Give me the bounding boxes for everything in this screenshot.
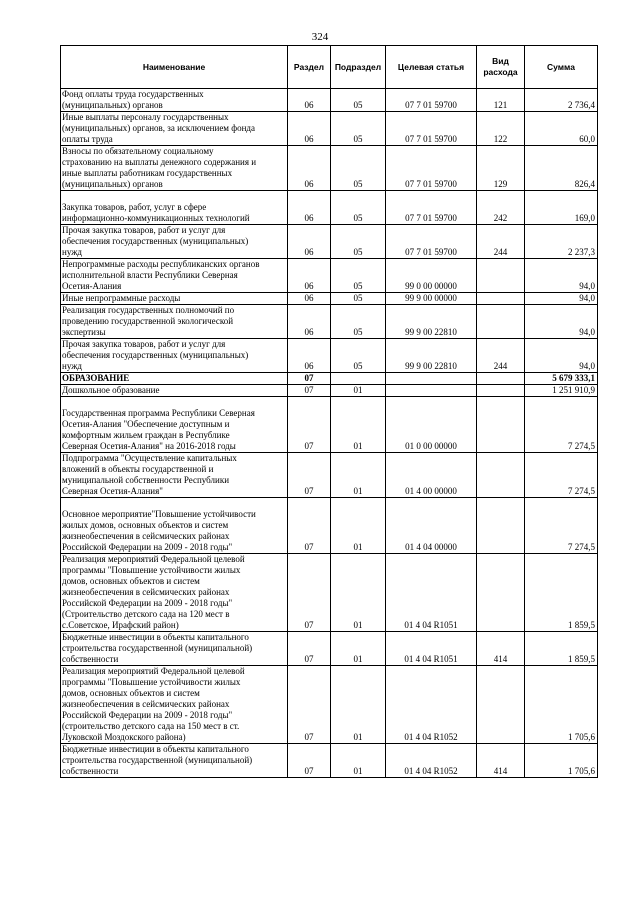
cell-vid bbox=[477, 666, 525, 744]
cell-target: 01 4 04 R1051 bbox=[386, 632, 477, 666]
cell-sum: 1 251 910,9 bbox=[525, 385, 598, 397]
cell-name: Подпрограмма "Осуществление капитальных вложений в объекты государственной и муниципальной собственности Республики Северная Осетия-Алания" bbox=[61, 453, 288, 498]
cell-vid bbox=[477, 259, 525, 293]
cell-target: 07 7 01 59700 bbox=[386, 89, 477, 112]
table-row bbox=[61, 191, 598, 225]
cell-razdel: 07 bbox=[288, 373, 331, 385]
cell-podrazdel: 01 bbox=[331, 453, 386, 498]
cell-vid bbox=[477, 373, 525, 385]
cell-sum: 7 274,5 bbox=[525, 397, 598, 453]
cell-target: 07 7 01 59700 bbox=[386, 225, 477, 259]
cell-podrazdel: 01 bbox=[331, 385, 386, 397]
cell-podrazdel: 05 bbox=[331, 305, 386, 339]
cell-razdel: 06 bbox=[288, 259, 331, 293]
cell-podrazdel: 05 bbox=[331, 225, 386, 259]
cell-name: Реализация государственных полномочий по проведению государственной экологической экспертизы bbox=[61, 305, 288, 339]
cell-podrazdel: 05 bbox=[331, 89, 386, 112]
cell-sum: 60,0 bbox=[525, 112, 598, 146]
cell-podrazdel: 01 bbox=[331, 632, 386, 666]
cell-sum: 94,0 bbox=[525, 305, 598, 339]
cell-vid: 242 bbox=[477, 191, 525, 225]
cell-vid: 414 bbox=[477, 744, 525, 778]
cell-sum: 94,0 bbox=[525, 293, 598, 305]
cell-name: Взносы по обязательному социальному страхованию на выплаты денежного содержания и иные выплаты работникам государственных (муниципальных) органов bbox=[61, 146, 288, 191]
header-sum: Сумма bbox=[525, 46, 598, 89]
cell-sum: 94,0 bbox=[525, 259, 598, 293]
table-row bbox=[61, 259, 598, 293]
cell-podrazdel bbox=[331, 373, 386, 385]
cell-podrazdel: 05 bbox=[331, 146, 386, 191]
table-header-row bbox=[61, 46, 598, 89]
cell-name: Бюджетные инвестиции в объекты капитального строительства государственной (муниципальной) собственности bbox=[61, 632, 288, 666]
cell-sum: 5 679 333,1 bbox=[525, 373, 598, 385]
cell-target: 01 4 04 00000 bbox=[386, 498, 477, 554]
cell-razdel: 06 bbox=[288, 89, 331, 112]
cell-target: 99 0 00 00000 bbox=[386, 259, 477, 293]
cell-vid: 129 bbox=[477, 146, 525, 191]
cell-vid bbox=[477, 397, 525, 453]
cell-sum: 94,0 bbox=[525, 339, 598, 373]
table-row bbox=[61, 225, 598, 259]
table-row bbox=[61, 293, 598, 305]
cell-name: Реализация мероприятий Федеральной целевой программы "Повышение устойчивости жилых домов, основных объектов и систем жизнеобеспечения в сейсмических районах Российской Федерации на 2009 - 2018 годы" (Строительство детского сада на 120 мест в с.Советское, Ирафский район) bbox=[61, 554, 288, 632]
cell-target: 07 7 01 59700 bbox=[386, 191, 477, 225]
cell-target: 01 4 04 R1052 bbox=[386, 744, 477, 778]
cell-razdel: 07 bbox=[288, 744, 331, 778]
cell-vid bbox=[477, 453, 525, 498]
table-row bbox=[61, 146, 598, 191]
cell-podrazdel: 01 bbox=[331, 744, 386, 778]
cell-podrazdel: 01 bbox=[331, 498, 386, 554]
cell-name: Непрограммные расходы республиканских органов исполнительной власти Республики Северная Осетия-Алания bbox=[61, 259, 288, 293]
cell-name: Прочая закупка товаров, работ и услуг для обеспечения государственных (муниципальных) нужд bbox=[61, 225, 288, 259]
cell-podrazdel: 01 bbox=[331, 666, 386, 744]
header-podrazdel: Подраздел bbox=[331, 46, 386, 89]
cell-sum: 826,4 bbox=[525, 146, 598, 191]
cell-name: Закупка товаров, работ, услуг в сфере информационно-коммуникационных технологий bbox=[61, 191, 288, 225]
cell-razdel: 06 bbox=[288, 191, 331, 225]
cell-sum: 1 705,6 bbox=[525, 744, 598, 778]
cell-name: Основное мероприятие"Повышение устойчивости жилых домов, основных объектов и систем жизнеобеспечения в сейсмических районах Российской Федерации на 2009 - 2018 годы" bbox=[61, 498, 288, 554]
cell-razdel: 07 bbox=[288, 498, 331, 554]
table-row bbox=[61, 632, 598, 666]
budget-table bbox=[60, 45, 598, 778]
cell-target: 01 0 00 00000 bbox=[386, 397, 477, 453]
table-row bbox=[61, 339, 598, 373]
cell-name: Дошкольное образование bbox=[61, 385, 288, 397]
cell-name: Иные непрограммные расходы bbox=[61, 293, 288, 305]
cell-razdel: 06 bbox=[288, 225, 331, 259]
cell-name: Фонд оплаты труда государственных (муниципальных) органов bbox=[61, 89, 288, 112]
table-row bbox=[61, 305, 598, 339]
cell-sum: 7 274,5 bbox=[525, 498, 598, 554]
cell-vid bbox=[477, 293, 525, 305]
cell-razdel: 07 bbox=[288, 385, 331, 397]
table-row bbox=[61, 112, 598, 146]
cell-razdel: 07 bbox=[288, 632, 331, 666]
cell-vid: 244 bbox=[477, 339, 525, 373]
cell-razdel: 06 bbox=[288, 305, 331, 339]
page-number: 324 bbox=[311, 31, 329, 43]
cell-podrazdel: 01 bbox=[331, 554, 386, 632]
cell-target: 99 9 00 00000 bbox=[386, 293, 477, 305]
cell-target: 01 4 04 R1051 bbox=[386, 554, 477, 632]
cell-razdel: 07 bbox=[288, 453, 331, 498]
cell-sum: 2 237,3 bbox=[525, 225, 598, 259]
cell-target bbox=[386, 373, 477, 385]
cell-name: Бюджетные инвестиции в объекты капитального строительства государственной (муниципальной) собственности bbox=[61, 744, 288, 778]
cell-vid: 244 bbox=[477, 225, 525, 259]
table-row bbox=[61, 666, 598, 744]
table-row bbox=[61, 373, 598, 385]
table-row bbox=[61, 554, 598, 632]
cell-sum: 1 705,6 bbox=[525, 666, 598, 744]
table-row bbox=[61, 498, 598, 554]
cell-podrazdel: 05 bbox=[331, 339, 386, 373]
cell-vid bbox=[477, 554, 525, 632]
cell-target: 99 9 00 22810 bbox=[386, 305, 477, 339]
cell-target bbox=[386, 385, 477, 397]
cell-name: Иные выплаты персоналу государственных (муниципальных) органов, за исключением фонда оплаты труда bbox=[61, 112, 288, 146]
table-row bbox=[61, 89, 598, 112]
cell-razdel: 07 bbox=[288, 554, 331, 632]
cell-razdel: 06 bbox=[288, 339, 331, 373]
cell-name: ОБРАЗОВАНИЕ bbox=[61, 373, 288, 385]
cell-sum: 7 274,5 bbox=[525, 453, 598, 498]
cell-razdel: 06 bbox=[288, 293, 331, 305]
cell-sum: 1 859,5 bbox=[525, 554, 598, 632]
cell-name: Государственная программа Республики Северная Осетия-Алания "Обеспечение доступным и комфортным жильем граждан в Республике Северная Осетия-Алания" на 2016-2018 годы bbox=[61, 397, 288, 453]
table-row bbox=[61, 744, 598, 778]
cell-podrazdel: 05 bbox=[331, 112, 386, 146]
header-name: Наименование bbox=[61, 46, 288, 89]
cell-sum: 1 859,5 bbox=[525, 632, 598, 666]
cell-target: 07 7 01 59700 bbox=[386, 146, 477, 191]
cell-podrazdel: 05 bbox=[331, 259, 386, 293]
cell-razdel: 06 bbox=[288, 112, 331, 146]
cell-podrazdel: 01 bbox=[331, 397, 386, 453]
cell-vid: 121 bbox=[477, 89, 525, 112]
cell-target: 01 4 00 00000 bbox=[386, 453, 477, 498]
cell-target: 99 9 00 22810 bbox=[386, 339, 477, 373]
cell-vid bbox=[477, 305, 525, 339]
table-row bbox=[61, 385, 598, 397]
cell-podrazdel: 05 bbox=[331, 293, 386, 305]
header-razdel: Раздел bbox=[288, 46, 331, 89]
cell-name: Реализация мероприятий Федеральной целевой программы "Повышение устойчивости жилых домов, основных объектов и систем жизнеобеспечения в сейсмических районах Российской Федерации на 2009 - 2018 годы" (строительство детского сада на 150 мест в ст. Луковской Моздокского района) bbox=[61, 666, 288, 744]
cell-sum: 2 736,4 bbox=[525, 89, 598, 112]
cell-name: Прочая закупка товаров, работ и услуг для обеспечения государственных (муниципальных) нужд bbox=[61, 339, 288, 373]
cell-podrazdel: 05 bbox=[331, 191, 386, 225]
table-row bbox=[61, 453, 598, 498]
cell-vid: 122 bbox=[477, 112, 525, 146]
cell-razdel: 07 bbox=[288, 397, 331, 453]
cell-vid bbox=[477, 498, 525, 554]
cell-target: 07 7 01 59700 bbox=[386, 112, 477, 146]
cell-razdel: 06 bbox=[288, 146, 331, 191]
cell-vid bbox=[477, 385, 525, 397]
table-body bbox=[61, 89, 598, 778]
cell-razdel: 07 bbox=[288, 666, 331, 744]
cell-target: 01 4 04 R1052 bbox=[386, 666, 477, 744]
header-target: Целевая статья bbox=[386, 46, 477, 89]
cell-vid: 414 bbox=[477, 632, 525, 666]
header-vid: Вид расхода bbox=[477, 46, 525, 89]
table-row bbox=[61, 397, 598, 453]
cell-sum: 169,0 bbox=[525, 191, 598, 225]
